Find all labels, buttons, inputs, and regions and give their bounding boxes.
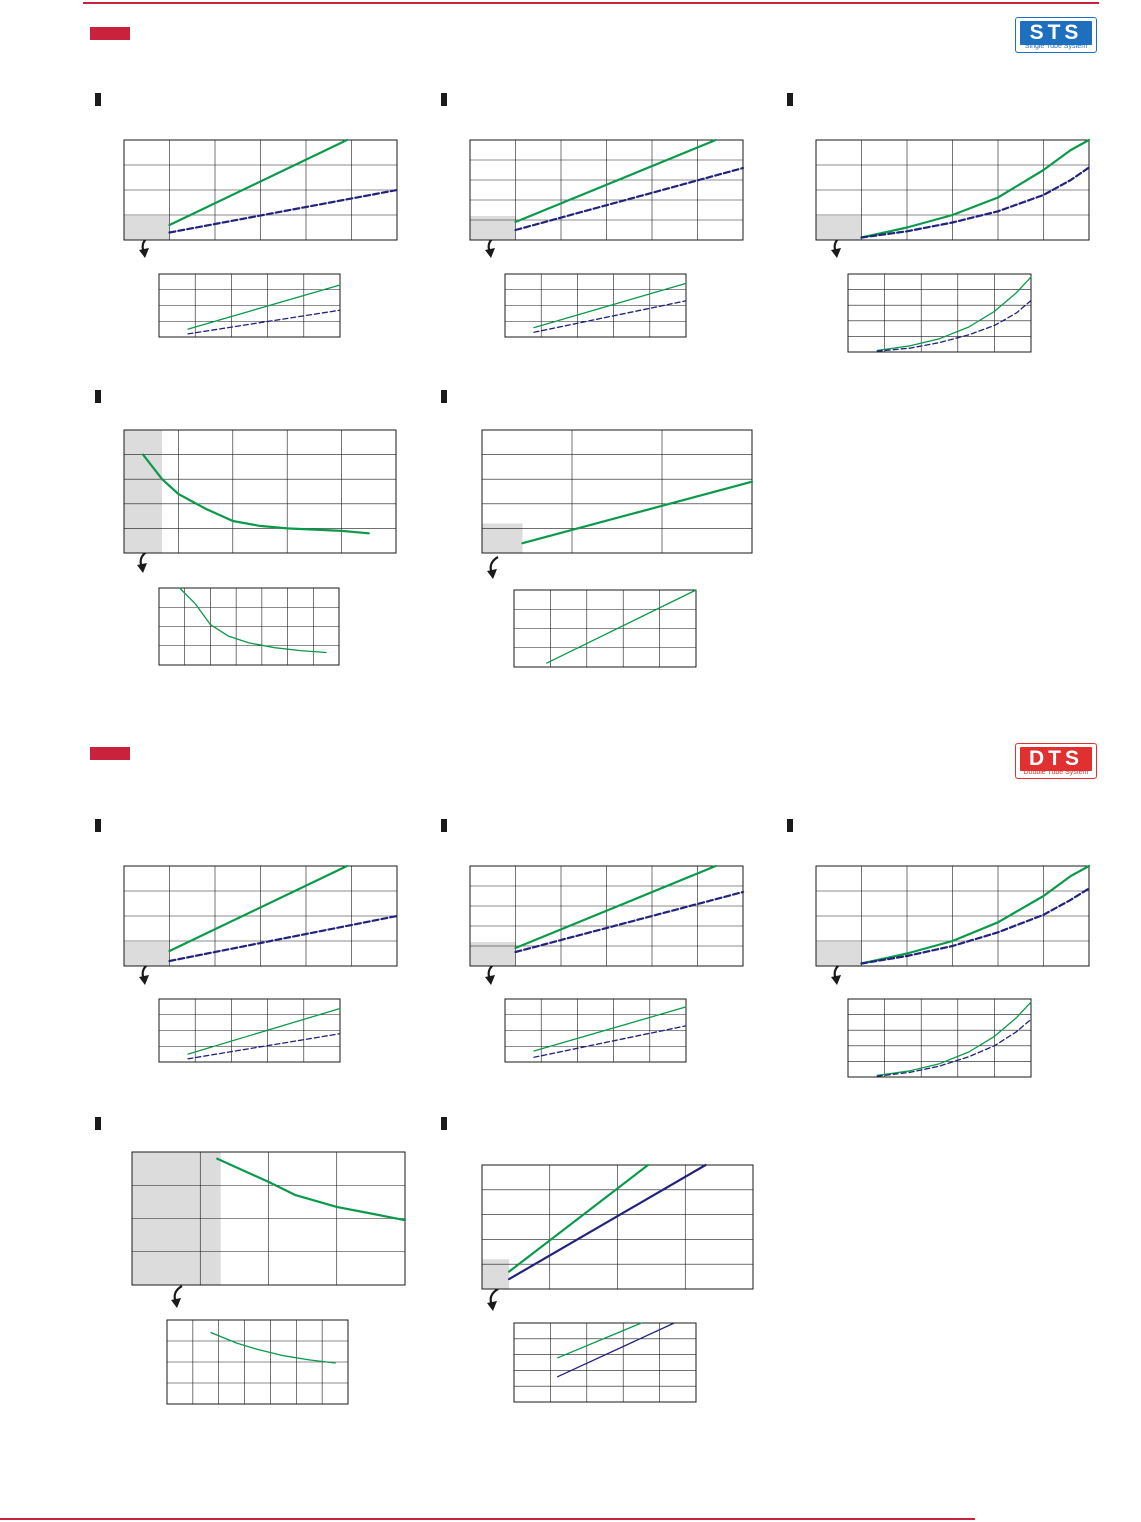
plot-frame (124, 430, 396, 553)
sts-3-zoom-chart (848, 274, 1031, 352)
dts-5-main-chart (482, 1165, 753, 1289)
shaded-region (470, 216, 516, 240)
dts-1-zoom-chart (159, 999, 340, 1062)
sts-5-main-chart (482, 430, 752, 553)
shaded-region (124, 942, 170, 966)
series-line-navy (170, 916, 398, 961)
dts-badge-subtitle: Double Tube System (1023, 769, 1089, 776)
shaded-region (482, 523, 523, 553)
dts-4-zoom-chart (167, 1320, 348, 1404)
series-line-green (547, 590, 696, 663)
sts-2-main-chart (470, 140, 743, 240)
series-line-navy (509, 1165, 705, 1279)
series-line-green (180, 588, 327, 653)
series-line-green (516, 140, 716, 222)
dts-2-zoom-chart (505, 999, 686, 1062)
series-line-green (211, 1333, 335, 1363)
sts-1-zoom-chart (159, 274, 340, 337)
dts-3-zoom-chart (848, 999, 1031, 1077)
sts-badge-subtitle: Single Tube System (1024, 43, 1088, 50)
dts-badge-word: DTS (1020, 747, 1092, 771)
series-line-green (877, 277, 1031, 350)
series-line-green (558, 1323, 642, 1358)
dts-2-main-chart (470, 866, 743, 966)
sts-2-zoom-chart (505, 274, 686, 337)
series-line-green (509, 1165, 648, 1272)
series-line-green (877, 1002, 1031, 1075)
sts-4-zoom-chart (159, 588, 339, 665)
series-line-green (523, 482, 753, 544)
series-line-green (170, 866, 348, 951)
sts-4-main-chart (124, 430, 396, 553)
series-line-navy (877, 301, 1031, 352)
series-line-navy (877, 1019, 1031, 1076)
sts-5-zoom-chart (514, 590, 696, 667)
plot-frame (848, 274, 1031, 352)
series-line-green (170, 140, 348, 225)
shaded-region (816, 216, 862, 240)
sts-1-main-chart (124, 140, 397, 240)
series-line-green (862, 866, 1090, 964)
sts-badge-word: STS (1020, 21, 1092, 45)
shaded-region (470, 942, 516, 966)
series-line-green (188, 1009, 340, 1055)
shaded-region (124, 216, 170, 240)
shaded-region (482, 1259, 509, 1289)
series-line-navy (862, 889, 1090, 964)
series-line-navy (170, 190, 398, 233)
series-line-green (217, 1159, 405, 1221)
sts-3-main-chart (816, 140, 1089, 240)
dts-4-main-chart (132, 1152, 405, 1285)
dts-3-main-chart (816, 866, 1089, 966)
dts-5-zoom-chart (514, 1323, 696, 1402)
dts-1-main-chart (124, 866, 397, 966)
shaded-region (816, 942, 862, 966)
series-line-navy (862, 168, 1090, 238)
series-line-green (143, 455, 369, 534)
plot-frame (848, 999, 1031, 1077)
series-line-green (534, 1007, 686, 1051)
shaded-region (124, 430, 162, 553)
series-line-navy (516, 168, 744, 230)
plot-frame (514, 1323, 696, 1402)
